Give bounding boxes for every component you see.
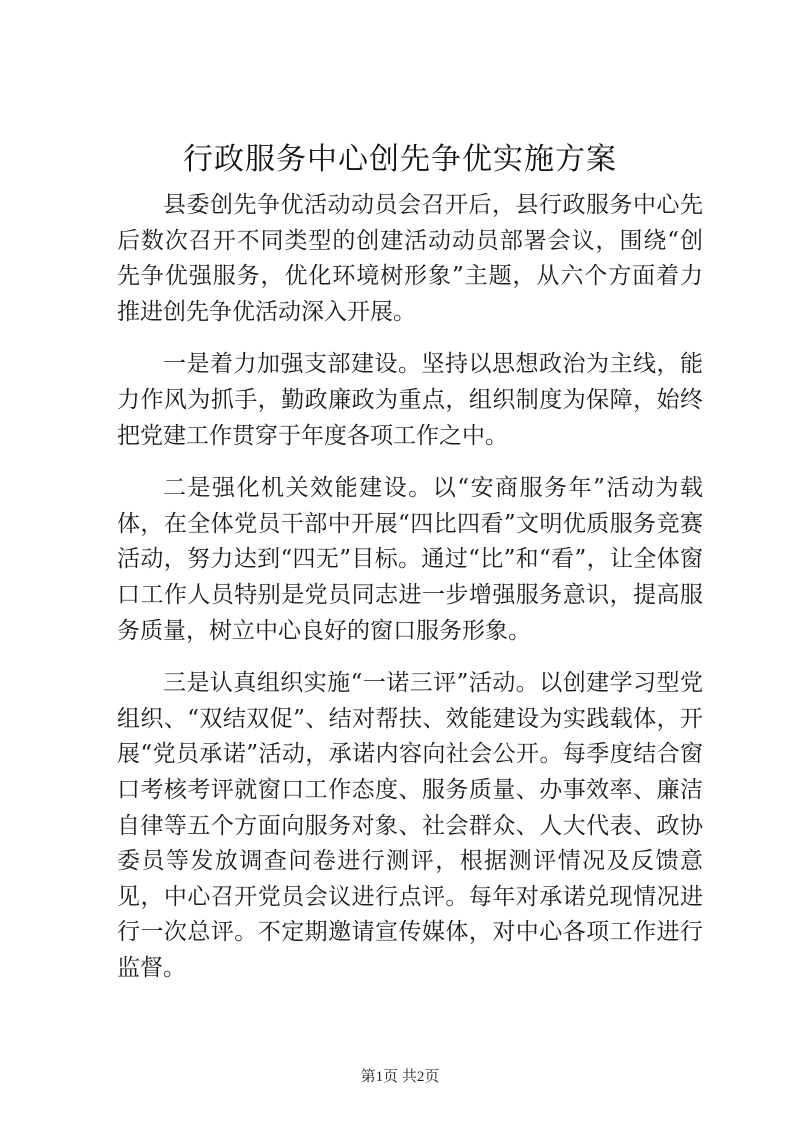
document-body <box>117 188 703 1003</box>
document-title: 行政服务中心创先争优实施方案 <box>183 142 617 177</box>
paragraph-branch-building: 一是着力加强支部建设。坚持以思想政治为主线，能力作风为抓手，勤政廉政为重点，组织制度为保障，始终把党建工作贯穿于年度各项工作之中。 <box>117 351 703 449</box>
paragraph-efficiency-building: 二是强化机关效能建设。以“安商服务年”活动为载体，在全体党员干部中开展“四比四看”文明优质服务竞赛活动，努力达到“四无”目标。通过“比”和“看”，让全体窗口工作人员特别是党员同志进一步增强服务意识，提高服务质量，树立中心良好的窗口服务形象。 <box>117 475 703 644</box>
paragraph-intro: 县委创先争优活动动员会召开后，县行政服务中心先后数次召开不同类型的创建活动动员部署会议，围绕“创先争优强服务，优化环境树形象”主题，从六个方面着力推进创先争优活动深入开展。 <box>117 192 703 325</box>
paragraph-one-promise-three-reviews: 三是认真组织实施“一诺三评”活动。以创建学习型党组织、“双结双促”、结对帮扶、效能建设为实践载体，开展“党员承诺”活动，承诺内容向社会公开。每季度结合窗口考核考评就窗口工作态度、服务质量、办事效率、廉洁自律等五个方面向服务对象、社会群众、人大代表、政协委员等发放调查问卷进行测评，根据测评情况及反馈意见，中心召开党员会议进行点评。每年对承诺兑现情况进行一次总评。不定期邀请宣传媒体，对中心各项工作进行监督。 <box>117 670 703 981</box>
page-footer: 第1页 共2页 <box>360 1069 440 1085</box>
